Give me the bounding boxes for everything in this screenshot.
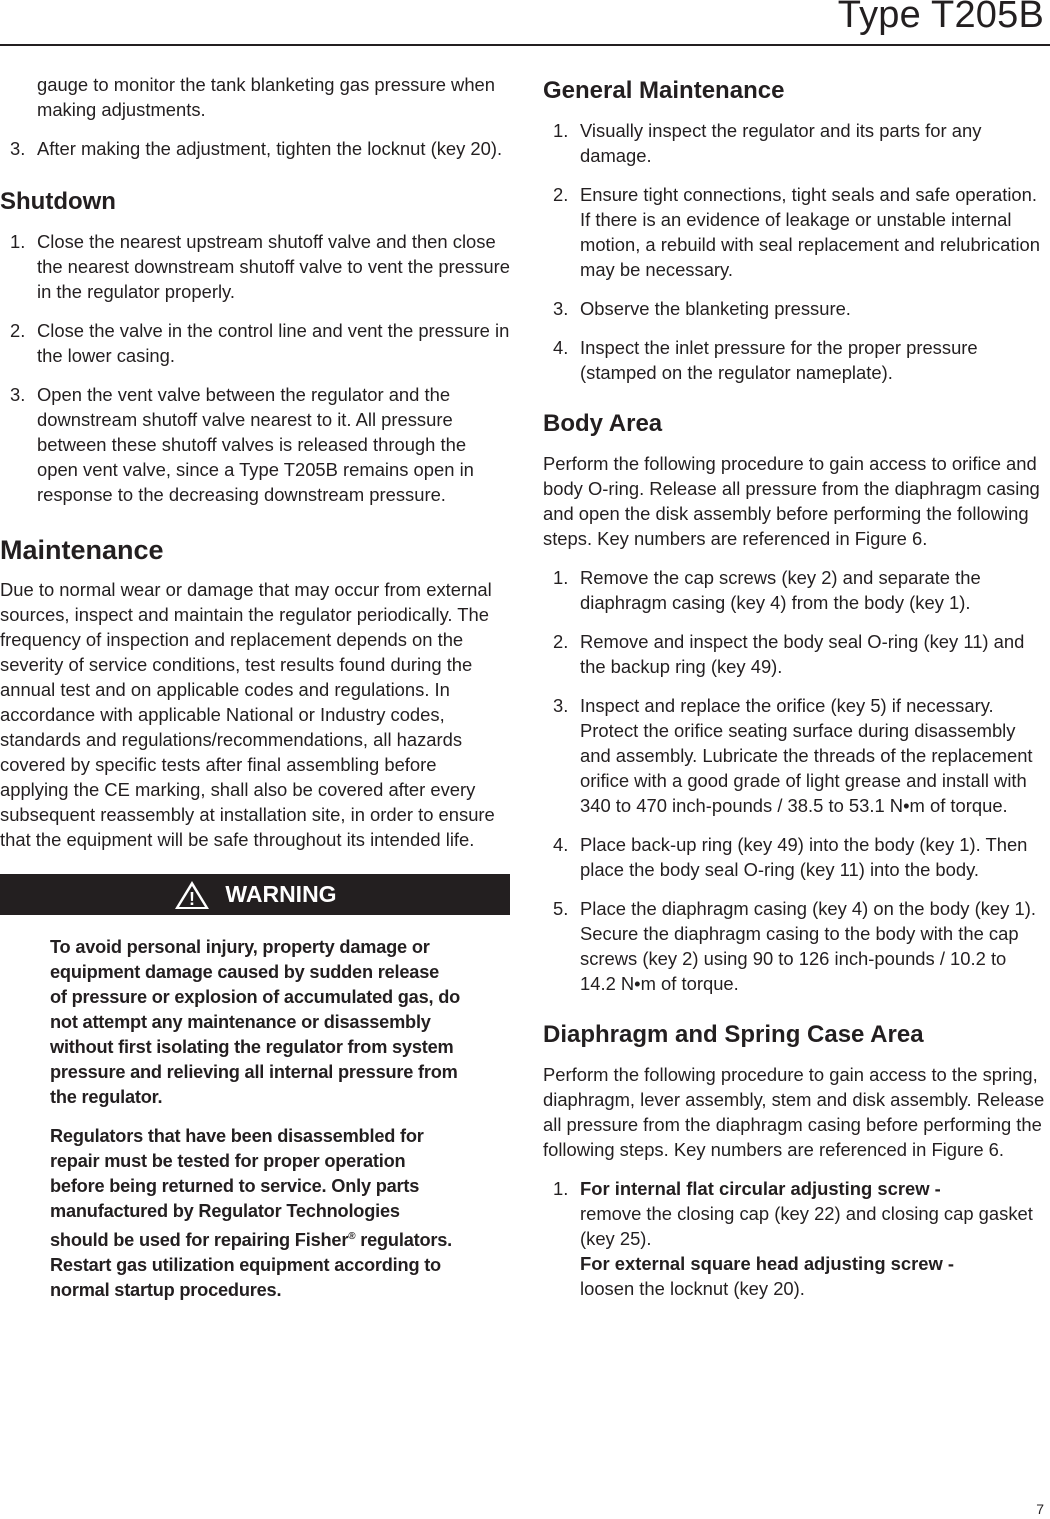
warning-triangle-icon <box>173 879 211 911</box>
step-text: Open the vent valve between the regulator and the downstream shutoff valve nearest to it. All pressure between these shutoff valves is released through the open vent valve, since a Type T205B remains open in response to the decreasing downstream pressure. <box>37 384 474 505</box>
list-item <box>0 318 510 368</box>
step-text: remove the closing cap (key 22) and closing cap gasket (key 25). <box>580 1203 1033 1249</box>
step-number: 4. <box>553 834 569 855</box>
body-area-heading: Body Area <box>543 410 663 437</box>
step-number: 3. <box>553 695 569 716</box>
body-area-step-list <box>543 565 1047 996</box>
list-item <box>0 229 510 304</box>
list-item <box>0 382 510 507</box>
step-number: 1. <box>553 120 569 141</box>
warning-body <box>0 935 460 1303</box>
step-number: 5. <box>553 898 569 919</box>
list-item <box>543 182 1047 282</box>
list-item <box>543 296 1047 321</box>
step-number: 2. <box>553 631 569 652</box>
step-number: 1. <box>553 567 569 588</box>
shutdown-heading: Shutdown <box>0 188 116 215</box>
list-item <box>543 832 1047 882</box>
step-number: 1. <box>553 1178 569 1199</box>
document-title: Type T205B <box>837 0 1044 36</box>
list-item <box>543 335 1047 385</box>
step-text: After making the adjustment, tighten the locknut (key 20). <box>37 138 503 159</box>
step-text: Ensure tight connections, tight seals and safe operation. If there is an evidence of leakage or unstable internal motion, a rebuild with seal replacement and relubrication may be necessary. <box>580 184 1041 280</box>
step-text: Place the diaphragm casing (key 4) on the body (key 1). Secure the diaphragm casing to the body with the cap screws (key 2) using 90 to 126 inch-pounds / 10.2 to 14.2 N•m of torque. <box>580 898 1036 994</box>
diaphragm-intro: Perform the following procedure to gain access to the spring, diaphragm, lever assembly, stem and disk assembly. Release all pressure from the diaphragm casing before performing the following steps. Key numbers are referenced in Figure 6. <box>543 1064 1045 1160</box>
step-number: 3. <box>10 138 26 159</box>
shutdown-step-list <box>0 229 510 507</box>
step-text: Remove and inspect the body seal O-ring (key 11) and the backup ring (key 49). <box>580 631 1025 677</box>
continued-step-list <box>0 136 510 161</box>
step-subheading: For external square head adjusting screw - <box>580 1253 955 1274</box>
step-text: Close the nearest upstream shutoff valve and then close the nearest downstream shutoff valve to vent the pressure in the regulator properly. <box>37 231 510 302</box>
warning-text: regulators. Restart gas utilization equipment according to normal startup procedures. <box>50 1230 453 1301</box>
list-item <box>543 565 1047 615</box>
warning-text: Regulators that have been disassembled for repair must be tested for proper operation before being returned to service. Only parts manufactured by Regulator Technologies should be used for repairing Fisher <box>50 1126 424 1251</box>
list-item <box>543 896 1047 996</box>
warning-paragraph-1: To avoid personal injury, property damage or equipment damage caused by sudden release of pressure or explosion of accumulated gas, do not attempt any maintenance or disassembly without first isolating the regulator from system pressure and relieving all internal pressure from the regulator. <box>50 937 461 1107</box>
body-area-intro: Perform the following procedure to gain access to orifice and body O-ring. Release all pressure from the diaphragm casing and open the disk assembly before performing the following steps. Key numbers are referenced in Figure 6. <box>543 453 1040 549</box>
right-column <box>543 72 1047 1315</box>
maintenance-heading: Maintenance <box>0 535 164 565</box>
step-text: loosen the locknut (key 20). <box>580 1278 805 1299</box>
step-number: 1. <box>10 231 26 252</box>
step-text: Place back-up ring (key 49) into the body (key 1). Then place the body seal O-ring (key 11) into the body. <box>580 834 1028 880</box>
step-text: Inspect and replace the orifice (key 5) if necessary. Protect the orifice seating surface during disassembly and assembly. Lubricate the threads of the replacement orifice with a good grade of light grease and install with 340 to 470 inch-pounds / 38.5 to 53.1 N•m of torque. <box>580 695 1033 816</box>
maintenance-paragraph: Due to normal wear or damage that may occur from external sources, inspect and maintain the regulator periodically. The frequency of inspection and replacement depends on the severity of service conditions, test results found during the annual test and on applicable codes and regulations. In accordance with applicable National or Industry codes, standards and regulations/recommendations, all hazards covered by specific tests after final assembling before applying the CE marking, shall also be covered after every subsequent reassembly at installation site, in order to ensure that the equipment will be safe throughout its intended life. <box>0 579 495 850</box>
step-text: Visually inspect the regulator and its parts for any damage. <box>580 120 982 166</box>
step-subheading: For internal flat circular adjusting screw - <box>580 1178 941 1199</box>
warning-label: WARNING <box>225 881 337 907</box>
general-maintenance-heading: General Maintenance <box>543 77 785 104</box>
page-number: 7 <box>1036 1501 1044 1517</box>
step-number: 2. <box>10 320 26 341</box>
list-item <box>543 1176 1047 1301</box>
step-number: 3. <box>10 384 26 405</box>
warning-banner <box>0 874 510 915</box>
header-rule <box>0 44 1050 46</box>
registered-mark: ® <box>348 1231 356 1242</box>
step-number: 3. <box>553 298 569 319</box>
warning-icon-glyph: ! <box>189 888 196 909</box>
step-text: Observe the blanketing pressure. <box>580 298 851 319</box>
diaphragm-step-list <box>543 1176 1047 1301</box>
list-item <box>0 136 510 161</box>
step-number: 4. <box>553 337 569 358</box>
step-number: 2. <box>553 184 569 205</box>
list-item <box>543 118 1047 168</box>
continued-paragraph: gauge to monitor the tank blanketing gas pressure when making adjustments. <box>37 74 496 120</box>
list-item <box>543 629 1047 679</box>
list-item <box>543 693 1047 818</box>
warning-paragraph-2 <box>50 1124 460 1303</box>
general-step-list <box>543 118 1047 385</box>
step-text: Close the valve in the control line and vent the pressure in the lower casing. <box>37 320 510 366</box>
step-text: Inspect the inlet pressure for the proper pressure (stamped on the regulator nameplate). <box>580 337 978 383</box>
left-column <box>0 72 510 1317</box>
step-text: Remove the cap screws (key 2) and separate the diaphragm casing (key 4) from the body (key 1). <box>580 567 981 613</box>
diaphragm-heading: Diaphragm and Spring Case Area <box>543 1021 924 1048</box>
